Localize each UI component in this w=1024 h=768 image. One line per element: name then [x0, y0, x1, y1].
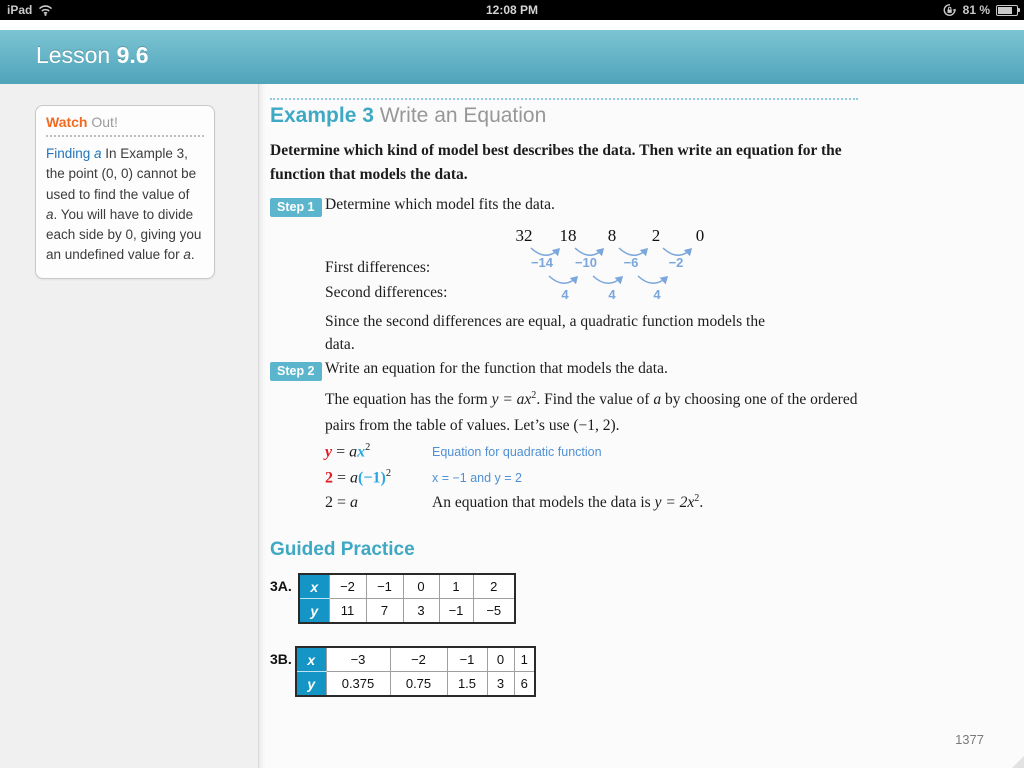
watch-out-lead: Finding a: [46, 146, 102, 161]
table-3a: [298, 573, 516, 624]
step2-badge: Step 2: [270, 362, 322, 381]
first-differences-label: First differences:: [325, 259, 431, 276]
cell: 1: [439, 574, 473, 599]
cell: 2: [473, 574, 515, 599]
step1-conclusion: Since the second differences are equal, a quadratic function models the data.: [325, 313, 765, 354]
first-difference: −10: [574, 255, 598, 270]
table-row: [296, 647, 535, 672]
lesson-label: Lesson: [36, 42, 117, 68]
cell: 7: [366, 599, 403, 624]
watch-out-callout: [35, 105, 215, 279]
cell: 0.375: [326, 672, 390, 697]
status-right: [942, 3, 1018, 17]
cell: 3: [487, 672, 514, 697]
step2-text: Write an equation for the function that models the data.: [325, 360, 668, 377]
watch-out-title-rest: Out!: [87, 114, 118, 130]
first-difference: −14: [530, 255, 554, 270]
row-header-x: x: [299, 574, 329, 599]
cell: −1: [366, 574, 403, 599]
table-row: [299, 574, 515, 599]
equation-note-1: Equation for quadratic function: [432, 445, 602, 459]
equation-line-1: $y = ax^2$: [325, 442, 371, 461]
page-curl-corner[interactable]: [1012, 756, 1024, 768]
sequence-value: 32: [515, 226, 533, 245]
row-header-x: x: [296, 647, 326, 672]
section-divider: [270, 98, 858, 100]
equation-line-2: $2 = a(-1)^2$: [325, 468, 392, 487]
cell: −2: [390, 647, 447, 672]
row-header-y: y: [299, 599, 329, 624]
example-title: Write an Equation: [373, 104, 547, 127]
lesson-page-content[interactable]: [259, 84, 1024, 768]
second-difference: 4: [608, 287, 616, 302]
step2-intro: The equation has the form $y = ax^2$. Find the value of a by choosing one of the ordered pairs from the table of values. Let’s use (−1, 2).: [325, 389, 858, 434]
second-difference: 4: [561, 287, 569, 302]
cell: 0: [487, 647, 514, 672]
cell: −2: [329, 574, 366, 599]
sidebar: [0, 84, 259, 768]
cell: 1: [514, 647, 535, 672]
cell: 0.75: [390, 672, 447, 697]
lesson-header-bar: [0, 30, 1024, 85]
first-difference: −2: [668, 255, 684, 270]
lesson-number: 9.6: [116, 42, 149, 68]
header-gap: [0, 20, 1024, 30]
second-differences-label: Second differences:: [325, 284, 448, 301]
page-number: 1377: [955, 732, 984, 747]
status-bar: [0, 0, 1024, 20]
first-difference: −6: [623, 255, 639, 270]
table-3b: [295, 646, 536, 697]
second-difference: 4: [653, 287, 661, 302]
step1-text: Determine which model fits the data.: [325, 196, 555, 213]
device-label: iPad: [7, 3, 33, 17]
clock: 12:08 PM: [485, 3, 539, 17]
cell: 0: [403, 574, 439, 599]
sequence-value: 0: [695, 226, 705, 245]
sequence-value: 8: [607, 226, 617, 245]
sequence-value: 2: [651, 226, 661, 245]
cell: 1.5: [447, 672, 487, 697]
exercise-label-3b: 3B.: [270, 651, 292, 667]
cell: −1: [447, 647, 487, 672]
cell: 3: [403, 599, 439, 624]
row-header-y: y: [296, 672, 326, 697]
equation-note-3: An equation that models the data is $y = 2x^2$.: [432, 493, 704, 512]
table-row: [296, 672, 535, 697]
cell: 11: [329, 599, 366, 624]
sequence-value: 18: [559, 226, 577, 245]
guided-practice-title: Guided Practice: [270, 539, 415, 560]
example-label: Example 3: [270, 104, 374, 127]
lesson-title: [36, 42, 149, 69]
step1-badge: Step 1: [270, 198, 322, 217]
cell: 6: [514, 672, 535, 697]
cell: −5: [473, 599, 515, 624]
battery-percent: 81 %: [962, 3, 990, 17]
watch-out-title: [46, 114, 204, 137]
cell: −3: [326, 647, 390, 672]
battery-icon: [996, 5, 1018, 16]
problem-statement: Determine which kind of model best describes the data. Then write an equation for the function that models the data.: [270, 142, 842, 184]
cell: −1: [439, 599, 473, 624]
exercise-label-3a: 3A.: [270, 578, 292, 594]
watch-out-body: Finding a In Example 3, the point (0, 0) cannot be used to find the value of a. You will have to divide each side by 0, giving you an undefined value for a.: [46, 146, 202, 263]
rotation-lock-icon: [942, 3, 957, 17]
example-heading: [270, 104, 546, 128]
equation-line-3: 2 = a: [325, 494, 359, 511]
table-row: [299, 599, 515, 624]
watch-out-title-accent: Watch: [46, 114, 88, 130]
equation-note-2: x = −1 and y = 2: [432, 471, 522, 485]
